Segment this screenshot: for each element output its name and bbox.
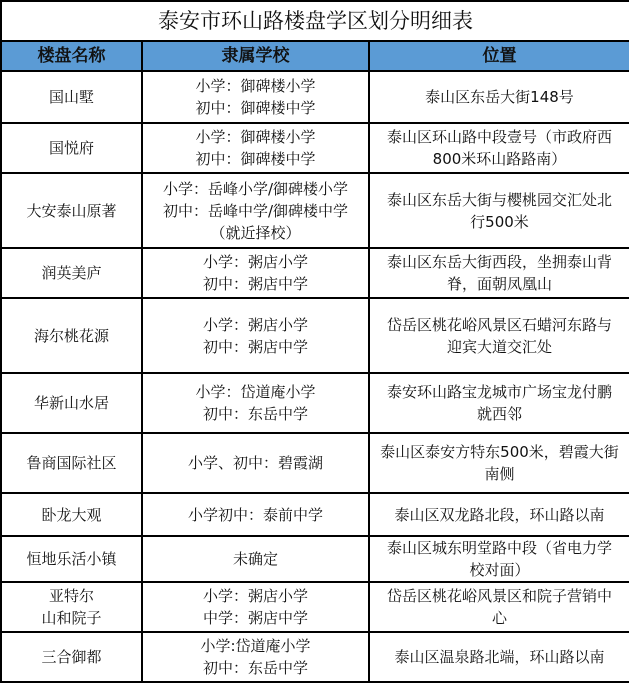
school-cell bbox=[142, 248, 369, 298]
location-cell bbox=[369, 248, 629, 298]
school-cell-line: 初中：岳峰中学/御碑楼中学 bbox=[162, 201, 349, 220]
school-cell-line: （就近择校） bbox=[210, 223, 301, 242]
location-cell bbox=[369, 173, 629, 248]
school-cell-line: 初中：御碑楼中学 bbox=[195, 150, 316, 168]
school-cell bbox=[142, 71, 369, 123]
school-cell-line: 小学：岱道庵小学 bbox=[195, 383, 316, 401]
school-cell bbox=[142, 298, 369, 373]
location-cell-line: 泰山区泰安方特东500米，碧霞大街 bbox=[380, 443, 619, 461]
property-name-cell-line: 华新山水居 bbox=[33, 394, 109, 412]
location-cell bbox=[369, 433, 629, 493]
location-cell bbox=[369, 298, 629, 373]
school-cell-line: 未确定 bbox=[232, 550, 278, 568]
location-cell-line: 泰山区东岳大街西段，坐拥泰山背 bbox=[386, 253, 612, 271]
school-cell bbox=[142, 493, 369, 536]
property-name-cell bbox=[1, 536, 142, 582]
header-property-name: 楼盘名称 bbox=[1, 41, 142, 71]
property-name-cell bbox=[1, 298, 142, 373]
property-name-cell bbox=[1, 373, 142, 433]
location-cell-line: 就西邻 bbox=[476, 405, 522, 423]
school-cell bbox=[142, 123, 369, 173]
school-cell-line: 初中：御碑楼中学 bbox=[195, 99, 316, 117]
property-name-cell bbox=[1, 123, 142, 173]
location-cell-line: 泰山区东岳大街与樱桃园交汇处北 bbox=[386, 190, 612, 209]
table-row bbox=[1, 433, 629, 493]
table-row bbox=[1, 632, 629, 682]
location-cell bbox=[369, 632, 629, 682]
school-cell-line: 小学：粥店小学 bbox=[202, 253, 308, 271]
location-cell-line: 泰山区双龙路北段，环山路以南 bbox=[394, 505, 605, 524]
school-cell bbox=[142, 173, 369, 248]
school-cell-line: 小学：粥店小学 bbox=[202, 315, 308, 334]
property-name-cell bbox=[1, 433, 142, 493]
school-cell bbox=[142, 433, 369, 493]
table-row bbox=[1, 123, 629, 173]
school-cell-line: 小学初中：泰前中学 bbox=[187, 505, 323, 524]
location-cell-line: 泰山区环山路中段壹号（市政府西 bbox=[386, 128, 612, 146]
property-name-cell bbox=[1, 493, 142, 536]
property-name-cell bbox=[1, 632, 142, 682]
table-row bbox=[1, 173, 629, 248]
property-name-cell-line: 国山墅 bbox=[48, 88, 94, 106]
location-cell-line: 泰山区城东明堂路中段（省电力学 bbox=[386, 539, 612, 557]
property-name-cell bbox=[1, 248, 142, 298]
table-row bbox=[1, 373, 629, 433]
school-cell-line: 小学：岳峰小学/御碑楼小学 bbox=[162, 179, 349, 198]
school-cell bbox=[142, 536, 369, 582]
header-school: 隶属学校 bbox=[142, 41, 369, 71]
school-cell-line: 小学：粥店小学 bbox=[202, 587, 308, 605]
property-name-cell-line: 山和院子 bbox=[41, 609, 102, 627]
property-name-cell bbox=[1, 582, 142, 632]
location-cell-line: 行500米 bbox=[470, 212, 529, 231]
school-cell-line: 中学：粥店中学 bbox=[202, 609, 308, 627]
school-cell-line: 初中：粥店中学 bbox=[202, 337, 308, 356]
property-name-cell-line: 鲁商国际社区 bbox=[26, 454, 117, 472]
school-cell-line: 小学:岱道庵小学 bbox=[200, 637, 311, 655]
location-cell-line: 泰山区东岳大街148号 bbox=[425, 88, 574, 106]
table-row bbox=[1, 248, 629, 298]
property-name-cell bbox=[1, 71, 142, 123]
location-cell bbox=[369, 582, 629, 632]
location-cell bbox=[369, 123, 629, 173]
location-cell-line: 南侧 bbox=[484, 465, 515, 483]
school-cell-line: 初中：东岳中学 bbox=[202, 405, 308, 423]
school-cell-line: 小学、初中：碧霞湖 bbox=[187, 454, 323, 472]
location-cell bbox=[369, 373, 629, 433]
location-cell-line: 泰山区温泉路北端，环山路以南 bbox=[394, 648, 605, 666]
property-name-cell-line: 海尔桃花源 bbox=[33, 326, 109, 345]
school-cell-line: 小学：御碑楼小学 bbox=[195, 128, 316, 146]
location-cell-line: 迎宾大道交汇处 bbox=[446, 337, 552, 356]
location-cell-line: 泰安环山路宝龙城市广场宝龙付鹏 bbox=[386, 383, 612, 401]
property-name-cell-line: 大安泰山原著 bbox=[26, 201, 117, 220]
location-cell-line: 脊，面朝凤凰山 bbox=[446, 275, 552, 293]
location-cell-line: 心 bbox=[491, 609, 507, 627]
location-cell-line: 校对面） bbox=[469, 561, 530, 579]
header-location: 位置 bbox=[369, 41, 629, 71]
table-row bbox=[1, 536, 629, 582]
school-cell-line: 初中：粥店中学 bbox=[202, 275, 308, 293]
school-cell-line: 小学：御碑楼小学 bbox=[195, 77, 316, 95]
table-title: 泰安市环山路楼盘学区划分明细表 bbox=[1, 1, 629, 41]
property-name-cell-line: 三合御都 bbox=[41, 648, 102, 666]
school-cell bbox=[142, 373, 369, 433]
school-cell-line: 初中：东岳中学 bbox=[202, 659, 308, 677]
table-row bbox=[1, 493, 629, 536]
table-row bbox=[1, 298, 629, 373]
location-cell-line: 800米环山路路南） bbox=[432, 150, 567, 168]
location-cell bbox=[369, 536, 629, 582]
property-name-cell-line: 恒地乐活小镇 bbox=[26, 550, 117, 568]
property-name-cell-line: 亚特尔 bbox=[48, 587, 94, 605]
property-name-cell bbox=[1, 173, 142, 248]
location-cell bbox=[369, 71, 629, 123]
school-cell bbox=[142, 582, 369, 632]
location-cell-line: 岱岳区桃花峪风景区和院子营销中 bbox=[386, 587, 612, 605]
school-cell bbox=[142, 632, 369, 682]
table-row bbox=[1, 582, 629, 632]
location-cell bbox=[369, 493, 629, 536]
location-cell-line: 岱岳区桃花峪风景区石蜡河东路与 bbox=[386, 315, 612, 334]
property-name-cell-line: 卧龙大观 bbox=[41, 505, 102, 524]
property-name-cell-line: 润英美庐 bbox=[41, 264, 102, 282]
table-row bbox=[1, 71, 629, 123]
property-name-cell-line: 国悦府 bbox=[48, 139, 94, 157]
